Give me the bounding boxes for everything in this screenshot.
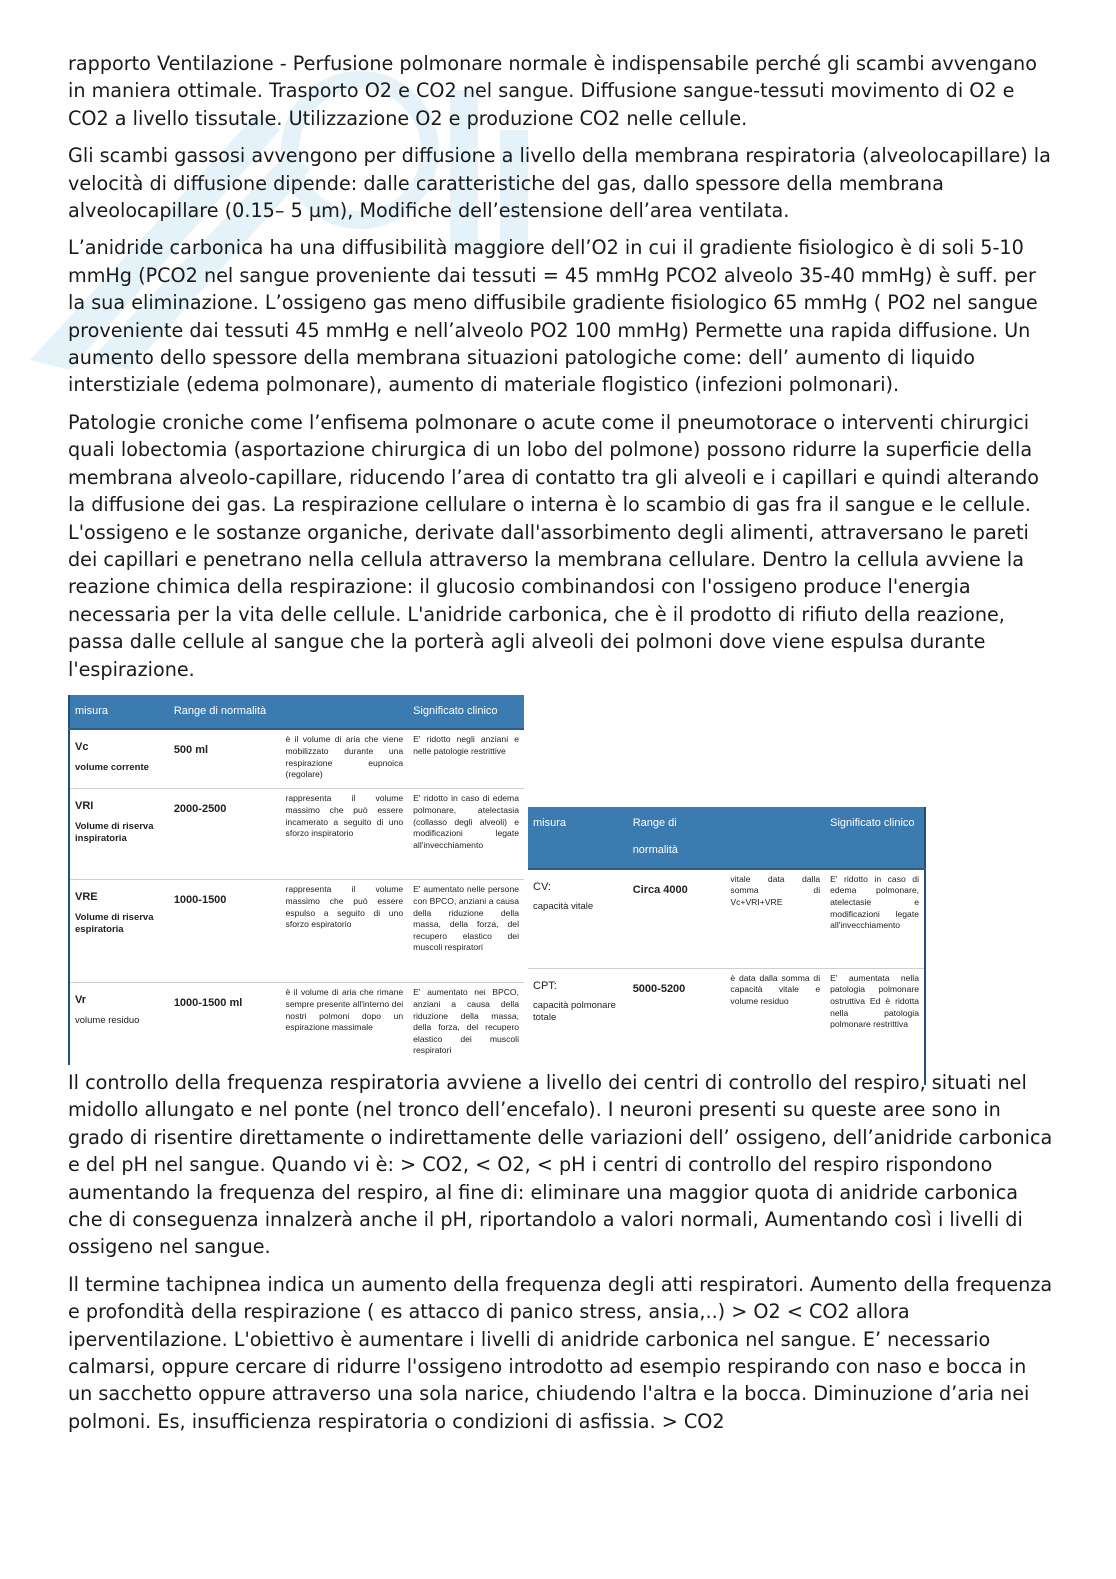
cell-range: Circa 4000 bbox=[632, 883, 688, 896]
cell-name: capacità polmonare totale bbox=[533, 1000, 616, 1024]
cell-name: Volume di riserva espiratoria bbox=[75, 911, 154, 935]
cell-clinical: E' ridotto in caso di edema polmonare, atelectasia (collasso degli alveoli) e modificazioni legate all'invecchiamento bbox=[408, 789, 524, 880]
table1-header-clinical: Significato clinico bbox=[408, 695, 524, 729]
paragraph-3: L’anidride carbonica ha una diffusibilità maggiore dell’O2 in cui il gradiente fisiologico è di soli 5-10 mmHg (PCO2 nel sangue proveniente dai tessuti = 45 mmHg PCO2 alveolo 35-40 mmHg) è suff. per la sua eliminazione. L’ossigeno gas meno diffusibile gradiente fisiologico 65 mmHg ( PO2 nel sangue proveniente dai tessuti 45 mmHg e nell’alveolo PO2 100 mmHg) Permette una rapida diffusione. Un aumento dello spessore della membrana situazioni patologiche come: dell’ aumento di liquido interstiziale (edema polmonare), aumento di materiale flogistico (infezioni polmonari). bbox=[68, 236, 1038, 397]
lung-volumes-table bbox=[68, 695, 524, 1065]
cell-name: capacità vitale bbox=[533, 901, 594, 913]
table2-header-clinical: Significato clinico bbox=[825, 807, 925, 869]
paragraph-1: rapporto Ventilazione - Perfusione polmonare normale è indispensabile perché gli scambi avvengano in maniera ottimale. Trasporto O2 e CO2 nel sangue. Diffusione sangue-tessuti movimento di O2 e CO2 a livello tissutale. Utilizzazione O2 e produzione CO2 nelle cellule. bbox=[68, 52, 1037, 130]
table-row bbox=[69, 983, 524, 1066]
cell-clinical: E' ridotto in caso di edema polmonare, atelectasie e modificazioni legate all'invecchiamento bbox=[825, 869, 925, 969]
paragraph-2: Gli scambi gassosi avvengono per diffusione a livello della membrana respiratoria (alveolocapillare) la velocità di diffusione dipende: dalle caratteristiche del gas, dallo spessore della membrana alveolocapillare (0.15– 5 µm), Modifiche dell’estensione dell’area ventilata. bbox=[68, 144, 1051, 223]
cell-clinical: E' aumentato nei BPCO, anziani a causa della riduzione della massa, della forza, del recupero elastico dei muscoli respiratori bbox=[413, 987, 519, 1056]
cell-abbr: CV: bbox=[533, 880, 551, 893]
cell-desc: rappresenta il volume massimo che può essere espulso a seguito di uno sforzo espiratorio bbox=[281, 880, 409, 983]
paragraph-4: Patologie croniche come l’enfisema polmonare o acute come il pneumotorace o interventi chirurgici quali lobectomia (asportazione chirurgica di un lobo del polmone) possono ridurre la superficie della membrana alveolo-capillare, riducendo l’area di contatto tra gli alveoli e i capillari e quindi alterando la diffusione dei gas. La respirazione cellulare o interna è lo scambio di gas fra il sangue e le cellule. L'ossigeno e le sostanze organiche, derivate dall'assorbimento degli alimenti, attraversano le pareti dei capillari e penetrano nella cellula attraverso la membrana cellulare. Dentro la cellula avviene la reazione chimica della respirazione: il glucosio combinandosi con l'ossigeno produce l'energia necessaria per la vita delle cellule. L'anidride carbonica, che è il prodotto di rifiuto della reazione, passa dalle cellule al sangue che la porterà agli alveoli dei polmoni dove viene espulsa durante l'espirazione. bbox=[68, 410, 1040, 681]
cell-desc: vitale data dalla somma di Vc+VRI+VRE bbox=[725, 869, 825, 969]
table2-header-blank bbox=[725, 807, 825, 869]
cell-abbr: Vc bbox=[75, 741, 89, 754]
table-row bbox=[69, 789, 524, 880]
cell-clinical: E' ridotto negli anziani e nelle patologie restrittive bbox=[408, 729, 524, 789]
cell-name: volume residuo bbox=[75, 1014, 140, 1026]
cell-abbr: Vr bbox=[75, 994, 87, 1007]
table-row bbox=[528, 869, 925, 969]
cell-desc: rappresenta il volume massimo che può essere incamerato a seguito di uno sforzo inspiratorio bbox=[281, 789, 409, 880]
table-row bbox=[69, 729, 524, 789]
cell-clinical: E' aumentato nelle persone con BPCO, anziani a causa della riduzione della massa, della forza, del recupero elastico dei muscoli respiratori bbox=[408, 880, 524, 983]
document-page bbox=[68, 50, 1053, 1445]
table-row bbox=[69, 880, 524, 983]
lung-capacities-table bbox=[528, 807, 926, 1085]
cell-abbr: CPT: bbox=[533, 979, 557, 992]
table-row bbox=[528, 968, 925, 1085]
table1-header-misura: misura bbox=[69, 695, 169, 729]
cell-desc: è data dalla somma di capacità vitale e volume residuo bbox=[730, 972, 821, 1006]
cell-clinical: E' aumentata nella patologia polmonare ostruttiva Ed è ridotta nella patologia polmonare restrittiva bbox=[830, 972, 919, 1030]
table1-header-blank bbox=[281, 695, 409, 729]
cell-range: 500 ml bbox=[173, 744, 209, 757]
cell-range: 1000-1500 ml bbox=[173, 997, 243, 1010]
table2-header-misura: misura bbox=[528, 807, 628, 869]
lung-volumes-tables bbox=[68, 695, 1053, 1056]
cell-desc: è il volume di aria che rimane sempre presente all'interno dei nostri polmoni dopo un espirazione massimale bbox=[285, 987, 404, 1033]
cell-range: 1000-1500 bbox=[173, 894, 227, 907]
cell-desc: è il volume di aria che viene mobilizzato durante una respirazione eupnoica (regolare) bbox=[281, 729, 409, 789]
cell-range: 5000-5200 bbox=[632, 982, 686, 995]
cell-abbr: VRE bbox=[75, 891, 98, 904]
table1-header-range: Range di normalità bbox=[169, 695, 281, 729]
table2-header-range: Range di normalità bbox=[628, 807, 726, 869]
cell-range: 2000-2500 bbox=[173, 803, 227, 816]
cell-name: Volume di riserva inspiratoria bbox=[75, 820, 154, 844]
cell-abbr: VRI bbox=[75, 800, 94, 813]
paragraph-5: Il controllo della frequenza respiratoria avviene a livello dei centri di controllo del respiro, situati nel midollo allungato e nel ponte (nel tronco dell’encefalo). I neuroni presenti su queste aree sono in grado di risentire direttamente o indirettamente delle variazioni dell’ ossigeno, dell’anidride carbonica e del pH nel sangue. Quando vi è: > CO2, < O2, < pH i centri di controllo del respiro rispondono aumentando la frequenza del respiro, al fine di: eliminare una maggior quota di anidride carbonica che di conseguenza innalzerà anche il pH, riportandolo a valori normali, Aumentando così i livelli di ossigeno nel sangue. bbox=[68, 1070, 1053, 1259]
cell-name: volume corrente bbox=[75, 761, 149, 773]
paragraph-6: Il termine tachipnea indica un aumento della frequenza degli atti respiratori. Aumento della frequenza e profondità della respirazione ( es attacco di panico stress, ansia,..) > O2 < CO2 allora iperventilazione. L'obiettivo è aumentare i livelli di anidride carbonica nel sangue. E’ necessario calmarsi, oppure cercare di ridurre l'ossigeno introdotto ad esempio respirando con naso e bocca in un sacchetto oppure attraverso una sola narice, chiudendo l'altra e la bocca. Diminuzione d’aria nei polmoni. Es, insufficienza respiratoria o condizioni di asfissia. > CO2 bbox=[68, 1272, 1053, 1433]
